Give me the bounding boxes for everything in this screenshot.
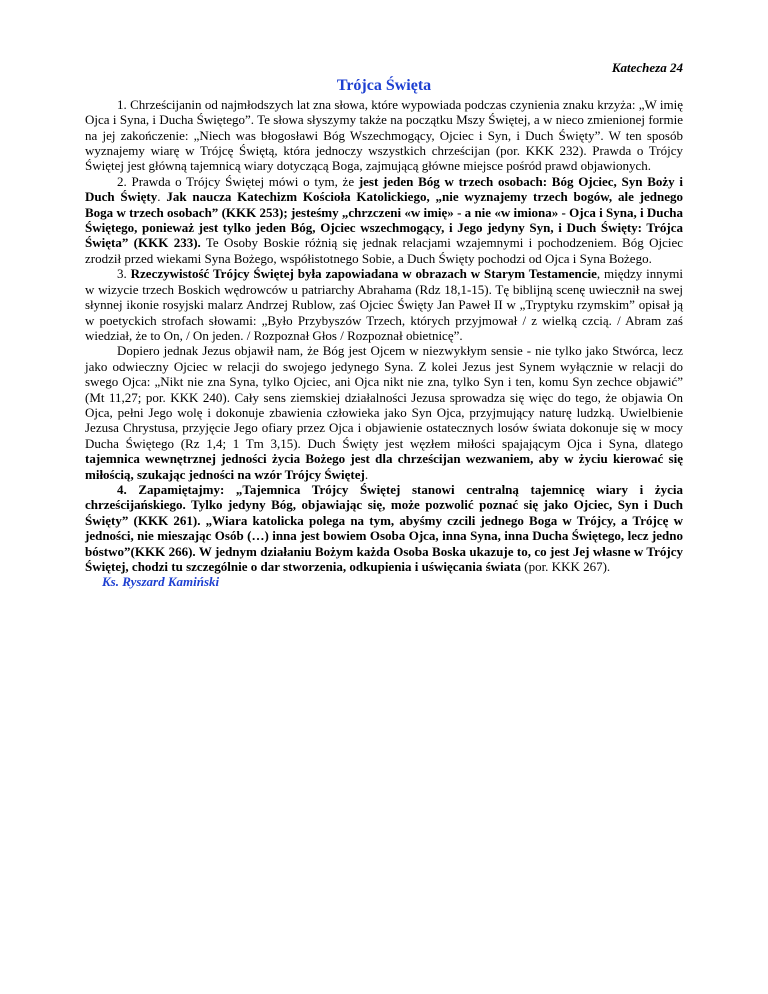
bold-text-run: Jak naucza Katechizm Kościoła Katolickiego, „nie wyznajemy trzech bogów, ale jednego Boga w trzech osobach” (KKK 253); jesteśmy „chrzczeni «w imię» - a nie «w imiona» - Ojca i Syna, i Ducha Świętego, ponieważ jest tylko jeden Bóg, Ojciec wszechmogący, i Jego jedyny Syn, i Duch Święty: Trójca Święta” (KKK 233). xyxy=(85,189,683,251)
text-run: , między innymi w wizycie trzech Boskich wędrowców u patriarchy Abrahama (Rdz 18,1-15). Tę biblijną scenę uwiecznił na swej słynnej ikonie rosyjski malarz Andrzej Rublow, zaś Ojciec Święty Jan Paweł II w „Tryptyku rzymskim” opisał ją w poetyckich strofach słowami: „Było Przybyszów Trzech, których przyjmował / z wielką czcią. / Abram zaś wiedział, że to On, / On jeden. / Rozpoznał Głos / Rozpoznał obietnicę”. xyxy=(85,266,684,343)
text-run: . xyxy=(364,466,369,482)
document-body xyxy=(85,97,683,575)
bold-text-run: jest jeden Bóg w trzech osobach: Bóg Ojciec, Syn Boży i Duch Święty xyxy=(85,173,683,205)
text-run: Dopiero jednak Jezus objawił nam, że Bóg jest Ojcem w niezwykłym sensie - nie tylko jako Stwórca, lecz jako odwieczny Ojciec w relacji do swojego jedynego Syna. Z kolei Jezus jest Synem wyłącznie w relacji do swego Ojca: „Nikt nie zna Syna, tylko Ojciec, ani Ojca nikt nie zna, tylko Syn i ten, komu Syn zechce objawić” (Mt 11,27; por. KKK 240). Cały sens ziemskiej działalności Jezusa sprowadza się więc do tego, że objawia On Ojca, pełni Jego wolę i dokonuje zbawienia człowieka jako Syn Ojca, przyjmujący naturę ludzką. Uwielbienie Jezusa Chrystusa, przyjęcie Jego ofiary przez Ojca i objawienie ostatecznych losów świata dokonuje się w mocy Ducha Świętego (Rz 1,4; 1 Tm 3,15). Duch Święty jest węzłem miłości spajającym Ojca i Syna, dlatego xyxy=(85,343,683,451)
catechesis-number: Katecheza 24 xyxy=(611,60,683,75)
text-run: . xyxy=(157,189,167,205)
text-run: (por. KKK 267). xyxy=(520,559,611,574)
paragraph xyxy=(85,174,683,266)
document-title: Trójca Święta xyxy=(336,77,432,95)
text-run: 2. Prawda o Trójcy Świętej mówi o tym, że xyxy=(117,173,359,189)
bold-text-run: Rzeczywistość Trójcy Świętej była zapowiadana w obrazach w Starym Testamencie xyxy=(130,266,597,282)
document-page xyxy=(85,60,683,590)
author-signature: Ks. Ryszard Kamiński xyxy=(102,574,220,590)
paragraph xyxy=(85,482,683,574)
bold-text-run: tajemnica wewnętrznej jedności życia Bożego jest dla chrześcijan wezwaniem, aby w życiu kierować się miłością, szukając jedności na wzór Trójcy Świętej xyxy=(85,451,683,482)
paragraph xyxy=(85,343,683,482)
text-run: Te Osoby Boskie różnią się jednak relacjami wzajemnymi i pochodzeniem. Bóg Ojciec zrodził przed wiekami Syna Bożego, współistotnego Sobie, a Duch Święty pochodzi od Ojca i Syna Bożego. xyxy=(85,235,683,266)
text-run: 3. xyxy=(117,266,131,282)
paragraph xyxy=(85,266,683,343)
bold-text-run: 4. Zapamiętajmy: „Tajemnica Trójcy Świętej stanowi centralną tajemnicę wiary i życia chrześcijańskiego. Tylko jedyny Bóg, objawiając się, może pozwolić poznać się jako Ojciec, Syn i Duch Święty” (KKK 261). „Wiara katolicka polega na tym, abyśmy czcili jednego Boga w Trójcy, a Trójcę w jedności, nie mieszając Osób (…) inna jest bowiem Osoba Ojca, inna Syna, inna Ducha Świętego, lecz jedno bóstwo”(KKK 266). W jednym działaniu Bożym każda Osoba Boska ukazuje to, co jest Jej własne w Trójcy Świętej, chodzi tu szczególnie o dar stworzenia, odkupienia i uświęcania świata xyxy=(85,481,683,574)
paragraph xyxy=(85,97,683,174)
text-run: 1. Chrześcijanin od najmłodszych lat zna słowa, które wypowiada podczas czynienia znaku krzyża: „W imię Ojca i Syna, i Ducha Świętego”. Te słowa słyszymy także na początku Mszy Świętej, a w nieco zmienionej formie na jej zakończenie: „Niech was błogosławi Bóg Wszechmogący, Ojciec i Syn, i Duch Święty”. W ten sposób wyznajemy wiarę w Trójcę Świętą, która jednoczy wszystkich chrześcijan (por. KKK 232). Prawda o Trójcy Świętej jest główną tajemnicą wiary dotyczącą Boga, zajmującą główne miejsce pośród prawd objawionych. xyxy=(85,96,683,174)
